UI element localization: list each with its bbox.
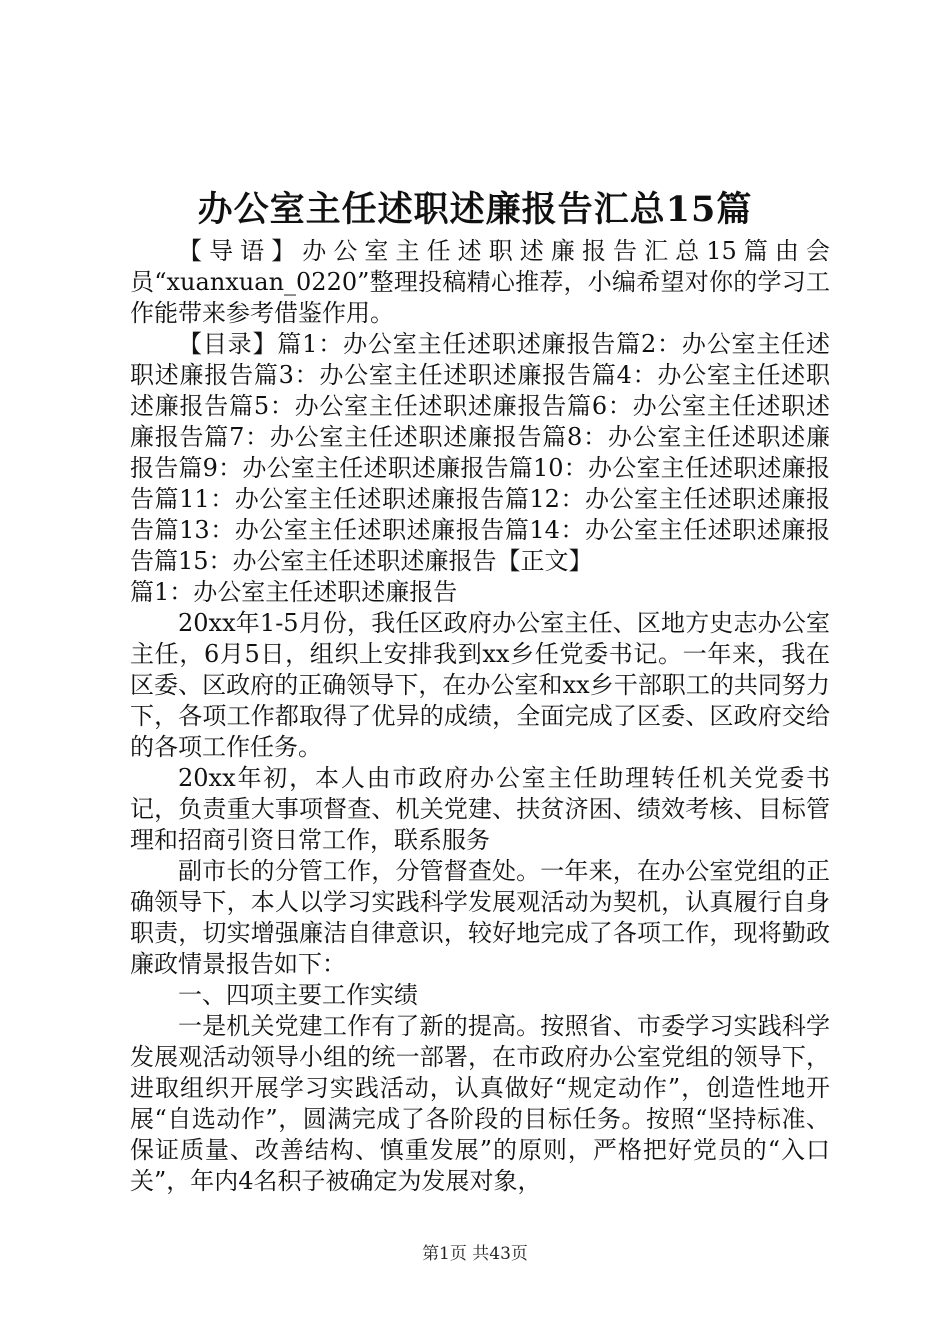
- document-title: 办公室主任述职述廉报告汇总15篇: [197, 189, 753, 230]
- document-body: [130, 236, 830, 1197]
- body-paragraph: 20xx年初，本人由市政府办公室主任助理转任机关党委书记，负责重大事项督查、机关党建、扶贫济困、绩效考核、目标管理和招商引资日常工作，联系服务: [130, 764, 830, 854]
- section-heading: 篇1：办公室主任述职述廉报告: [130, 578, 458, 606]
- body-paragraph: 一是机关党建工作有了新的提高。按照省、市委学习实践科学发展观活动领导小组的统一部署，在市政府办公室党组的领导下，进取组织开展学习实践活动，认真做好“规定动作”，创造性地开展“自选动作”，圆满完成了各阶段的目标任务。按照“坚持标准、保证质量、改善结构、慎重发展”的原则，严格把好党员的“入口关”，年内4名积子被确定为发展对象，: [130, 1012, 830, 1195]
- body-paragraph: 副市长的分管工作，分管督查处。一年来，在办公室党组的正确领导下，本人以学习实践科学发展观活动为契机，认真履行自身职责，切实增强廉洁自律意识，较好地完成了各项工作，现将勤政廉政情景报告如下：: [130, 857, 830, 978]
- table-of-contents-paragraph: 【目录】篇1：办公室主任述职述廉报告篇2：办公室主任述职述廉报告篇3：办公室主任述职述廉报告篇4：办公室主任述职述廉报告篇5：办公室主任述职述廉报告篇6：办公室主任述职述廉报告篇7：办公室主任述职述廉报告篇8：办公室主任述职述廉报告篇9：办公室主任述职述廉报告篇10：办公室主任述职述廉报告篇11：办公室主任述职述廉报告篇12：办公室主任述职述廉报告篇13：办公室主任述职述廉报告篇14：办公室主任述职述廉报告篇15：办公室主任述职述廉报告【正文】: [130, 330, 830, 575]
- subsection-heading: 一、四项主要工作实绩: [178, 981, 418, 1009]
- body-paragraph: 20xx年1-5月份，我任区政府办公室主任、区地方史志办公室主任，6月5日，组织上安排我到xx乡任党委书记。一年来，我在区委、区政府的正确领导下，在办公室和xx乡干部职工的共同努力下，各项工作都取得了优异的成绩，全面完成了区委、区政府交给的各项工作任务。: [130, 609, 830, 761]
- page-number-footer: 第1页 共43页: [422, 1244, 528, 1264]
- intro-paragraph: 【导语】办公室主任述职述廉报告汇总15篇由会员“xuanxuan_0220”整理投稿精心推荐，小编希望对你的学习工作能带来参考借鉴作用。: [130, 237, 830, 327]
